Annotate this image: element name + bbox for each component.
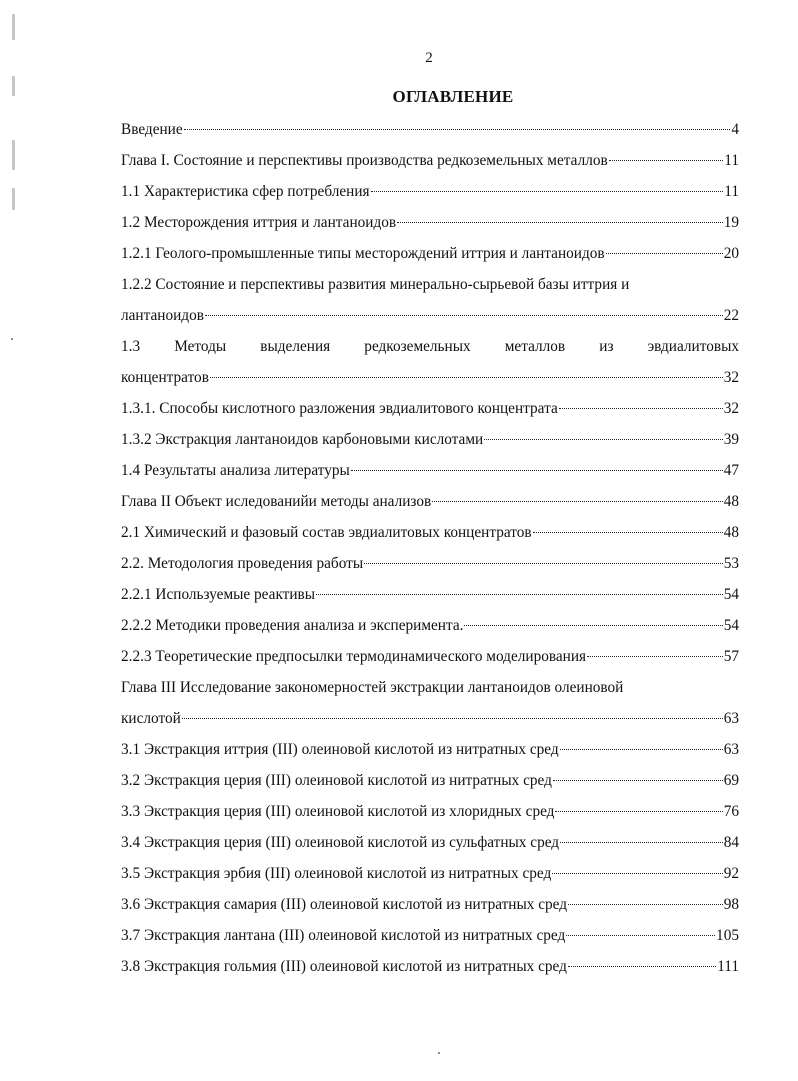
toc-entry — [121, 579, 739, 610]
toc-entry-text: концентратов — [121, 369, 209, 386]
toc-entry-text: 1.2.2 Состояние и перспективы развития минерально-сырьевой базы иттрия и — [121, 276, 630, 293]
toc-entry-page: 48 — [723, 524, 739, 541]
toc-entry-page: 22 — [723, 307, 739, 324]
toc-entry-page: 4 — [731, 121, 739, 138]
toc-entry — [121, 548, 739, 579]
toc-entry-page: 57 — [723, 648, 739, 665]
toc-entry-text: 3.7 Экстракция лантана (III) олеиновой кислотой из нитратных сред — [121, 927, 566, 944]
toc-entry-page: 63 — [723, 741, 739, 758]
toc-entry — [121, 145, 739, 176]
leader-dots — [566, 934, 715, 936]
toc-entry — [121, 114, 739, 145]
toc-entry — [121, 672, 739, 703]
toc-entry — [121, 796, 739, 827]
toc-entry-text: 1.3 Методы выделения редкоземельных металлов из эвдиалитовых — [121, 338, 739, 355]
toc-entry-text: 2.2.2 Методики проведения анализа и эксперимента. — [121, 617, 464, 634]
toc-entry-page: 11 — [724, 152, 739, 169]
leader-dots — [553, 779, 723, 781]
toc-entry — [121, 362, 739, 393]
leader-dots — [464, 624, 722, 626]
toc-entry-text: кислотой — [121, 710, 181, 727]
toc-entry-page: 63 — [723, 710, 739, 727]
scan-speck — [438, 1052, 440, 1054]
leader-dots — [351, 469, 723, 471]
toc-entry-page: 11 — [724, 183, 739, 200]
toc-entry-text: 3.8 Экстракция гольмия (III) олеиновой кислотой из нитратных сред — [121, 958, 567, 975]
leader-dots — [555, 810, 722, 812]
toc-entry-text: Глава II Объект иследованийи методы анализов — [121, 493, 432, 510]
toc-entry — [121, 641, 739, 672]
toc-entry-page: 39 — [723, 431, 739, 448]
leader-dots — [484, 438, 722, 440]
toc-entry-text: 2.1 Химический и фазовый состав эвдиалитовых концентратов — [121, 524, 532, 541]
toc-entry-page: 98 — [723, 896, 739, 913]
toc-entry-page: 84 — [723, 834, 739, 851]
toc-entry — [121, 393, 739, 424]
toc-entry-page: 105 — [716, 927, 739, 944]
leader-dots — [364, 562, 723, 564]
toc-entry-page: 20 — [723, 245, 739, 262]
toc-entry-text: 3.5 Экстракция эрбия (III) олеиновой кислотой из нитратных сред — [121, 865, 552, 882]
leader-dots — [552, 872, 722, 874]
toc-entry-text: 3.4 Экстракция церия (III) олеиновой кислотой из сульфатных сред — [121, 834, 560, 851]
toc-entry-text: 3.3 Экстракция церия (III) олеиновой кислотой из хлоридных сред — [121, 803, 555, 820]
table-of-contents — [121, 114, 739, 982]
leader-dots — [316, 593, 723, 595]
toc-entry — [121, 610, 739, 641]
toc-entry — [121, 517, 739, 548]
toc-entry-text: 2.2. Методология проведения работы — [121, 555, 364, 572]
toc-entry-text: 3.2 Экстракция церия (III) олеиновой кислотой из нитратных сред — [121, 772, 552, 789]
toc-entry-page: 32 — [723, 369, 739, 386]
toc-entry-text: 1.2.1 Геолого-промышленные типы месторождений иттрия и лантаноидов — [121, 245, 605, 262]
toc-entry — [121, 858, 739, 889]
toc-entry-page: 54 — [723, 617, 739, 634]
toc-entry-page: 76 — [723, 803, 739, 820]
toc-entry — [121, 455, 739, 486]
leader-dots — [371, 190, 724, 192]
leader-dots — [182, 717, 723, 719]
toc-entry-text: Глава III Исследование закономерностей экстракции лантаноидов олеиновой — [121, 679, 624, 696]
leader-dots — [184, 128, 731, 130]
leader-dots — [559, 407, 723, 409]
toc-entry-page: 32 — [723, 400, 739, 417]
leader-dots — [560, 748, 723, 750]
toc-entry — [121, 269, 739, 300]
toc-entry-text: 1.3.2 Экстракция лантаноидов карбоновыми кислотами — [121, 431, 484, 448]
scan-margin-mark — [12, 14, 15, 40]
toc-entry-page: 47 — [723, 462, 739, 479]
leader-dots — [587, 655, 723, 657]
leader-dots — [568, 965, 716, 967]
leader-dots — [432, 500, 722, 502]
leader-dots — [397, 221, 723, 223]
leader-dots — [609, 159, 724, 161]
toc-entry-text: 2.2.1 Используемые реактивы — [121, 586, 316, 603]
toc-entry-page: 53 — [723, 555, 739, 572]
toc-entry — [121, 703, 739, 734]
toc-entry-page: 92 — [723, 865, 739, 882]
toc-entry — [121, 238, 739, 269]
leader-dots — [560, 841, 723, 843]
leader-dots — [568, 903, 723, 905]
toc-entry-text: 1.3.1. Способы кислотного разложения эвдиалитового концентрата — [121, 400, 558, 417]
toc-entry-text: 3.1 Экстракция иттрия (III) олеиновой кислотой из нитратных сред — [121, 741, 559, 758]
toc-entry-text: 1.4 Результаты анализа литературы — [121, 462, 350, 479]
toc-entry-text: 1.1 Характеристика сфер потребления — [121, 183, 370, 200]
page-number: 2 — [425, 50, 433, 66]
scan-margin-mark — [12, 188, 15, 210]
toc-entry-text: Глава I. Состояние и перспективы производства редкоземельных металлов — [121, 152, 608, 169]
toc-entry — [121, 889, 739, 920]
leader-dots — [210, 376, 723, 378]
toc-entry-text: 3.6 Экстракция самария (III) олеиновой кислотой из нитратных сред — [121, 896, 568, 913]
toc-entry — [121, 920, 739, 951]
toc-entry — [121, 734, 739, 765]
toc-entry — [121, 300, 739, 331]
leader-dots — [533, 531, 723, 533]
toc-entry-page: 69 — [723, 772, 739, 789]
scan-speck — [11, 338, 13, 340]
toc-entry — [121, 424, 739, 455]
toc-entry — [121, 827, 739, 858]
toc-entry-page: 111 — [717, 958, 739, 975]
toc-entry — [121, 951, 739, 982]
toc-entry — [121, 176, 739, 207]
toc-entry-text: 2.2.3 Теоретические предпосылки термодинамического моделирования — [121, 648, 587, 665]
leader-dots — [205, 314, 723, 316]
scan-margin-mark — [12, 140, 15, 170]
toc-entry-page: 19 — [723, 214, 739, 231]
toc-entry — [121, 765, 739, 796]
toc-entry — [121, 331, 739, 362]
page-title: ОГЛАВЛЕНИЕ — [392, 87, 514, 106]
toc-entry-text: 1.2 Месторождения иттрия и лантаноидов — [121, 214, 397, 231]
toc-entry-text: лантаноидов — [121, 307, 204, 324]
toc-entry-page: 54 — [723, 586, 739, 603]
leader-dots — [606, 252, 723, 254]
toc-entry — [121, 207, 739, 238]
toc-entry-text: Введение — [121, 121, 183, 138]
toc-entry-page: 48 — [723, 493, 739, 510]
toc-entry — [121, 486, 739, 517]
